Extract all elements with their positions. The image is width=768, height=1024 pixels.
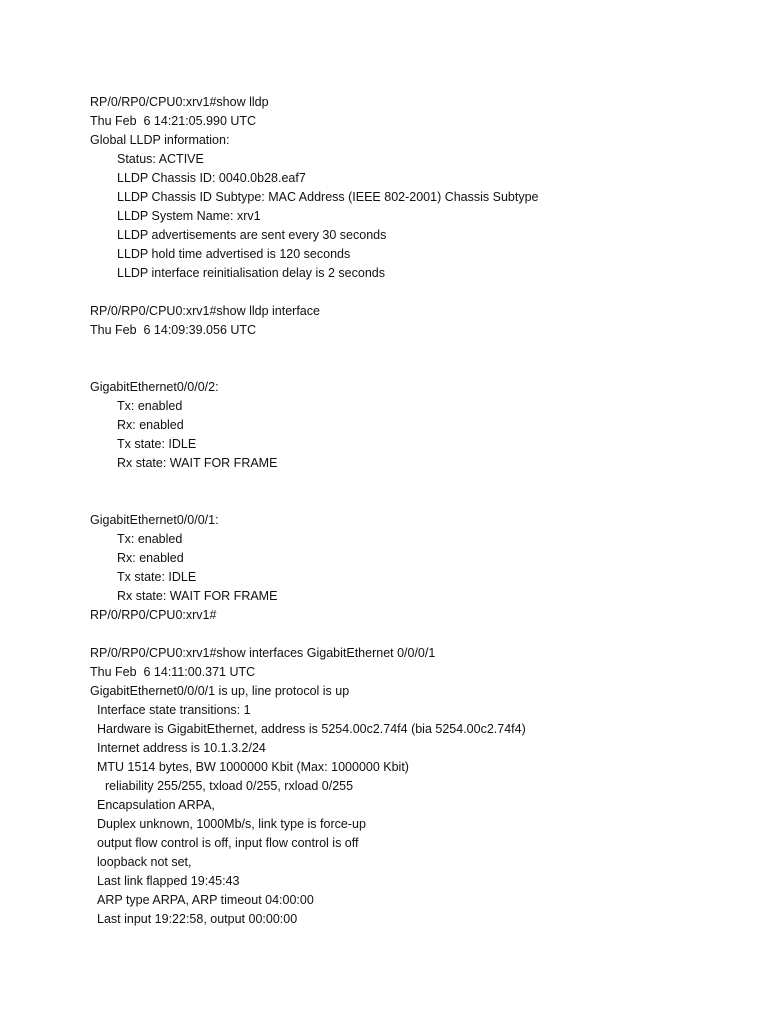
output-line: Last link flapped 19:45:43: [97, 874, 240, 888]
output-line: Interface state transitions: 1: [97, 703, 251, 717]
output-line: output flow control is off, input flow control is off: [97, 836, 359, 850]
output-line: Last input 19:22:58, output 00:00:00: [97, 912, 298, 926]
output-line: Rx: enabled: [117, 418, 184, 432]
timestamp: Thu Feb 6 14:21:05.990 UTC: [90, 114, 257, 128]
output-line: Tx state: IDLE: [117, 437, 197, 451]
output-line: ARP type ARPA, ARP timeout 04:00:00: [97, 893, 314, 907]
output-line: reliability 255/255, txload 0/255, rxload 0/255: [105, 779, 354, 793]
output-line: Tx: enabled: [117, 399, 183, 413]
output-line: LLDP System Name: xrv1: [117, 209, 261, 223]
output-line: MTU 1514 bytes, BW 1000000 Kbit (Max: 1000000 Kbit): [97, 760, 409, 774]
output-line: loopback not set,: [97, 855, 192, 869]
output-line: Tx state: IDLE: [117, 570, 197, 584]
output-line: Duplex unknown, 1000Mb/s, link type is force-up: [97, 817, 366, 831]
command-line: RP/0/RP0/CPU0:xrv1#show interfaces GigabitEthernet 0/0/0/1: [90, 646, 436, 660]
interface-name: GigabitEthernet0/0/0/1:: [90, 513, 219, 527]
output-line: Status: ACTIVE: [117, 152, 204, 166]
output-line: Tx: enabled: [117, 532, 183, 546]
blank-line: [90, 473, 750, 492]
section-heading: Global LLDP information:: [90, 133, 230, 147]
output-line: Hardware is GigabitEthernet, address is 5254.00c2.74f4 (bia 5254.00c2.74f4): [97, 722, 526, 736]
output-line: Internet address is 10.1.3.2/24: [97, 741, 266, 755]
output-line: LLDP Chassis ID: 0040.0b28.eaf7: [117, 171, 306, 185]
blank-line: [90, 492, 750, 511]
output-line: Rx state: WAIT FOR FRAME: [117, 589, 278, 603]
timestamp: Thu Feb 6 14:09:39.056 UTC: [90, 323, 257, 337]
blank-line: [90, 359, 750, 378]
command-line: RP/0/RP0/CPU0:xrv1#show lldp: [90, 95, 269, 109]
timestamp: Thu Feb 6 14:11:00.371 UTC: [90, 665, 256, 679]
output-line: LLDP advertisements are sent every 30 seconds: [117, 228, 387, 242]
output-line: LLDP Chassis ID Subtype: MAC Address (IEEE 802-2001) Chassis Subtype: [117, 190, 539, 204]
blank-line: [90, 625, 750, 644]
command-line: RP/0/RP0/CPU0:xrv1#show lldp interface: [90, 304, 320, 318]
blank-line: [90, 340, 750, 359]
interface-name: GigabitEthernet0/0/0/2:: [90, 380, 219, 394]
prompt-line: RP/0/RP0/CPU0:xrv1#: [90, 608, 217, 622]
interface-status: GigabitEthernet0/0/0/1 is up, line protocol is up: [90, 684, 350, 698]
output-line: Rx state: WAIT FOR FRAME: [117, 456, 278, 470]
blank-line: [90, 283, 750, 302]
output-line: LLDP interface reinitialisation delay is 2 seconds: [117, 266, 385, 280]
terminal-output-document: [90, 93, 750, 929]
output-line: LLDP hold time advertised is 120 seconds: [117, 247, 351, 261]
output-line: Encapsulation ARPA,: [97, 798, 215, 812]
output-line: Rx: enabled: [117, 551, 184, 565]
